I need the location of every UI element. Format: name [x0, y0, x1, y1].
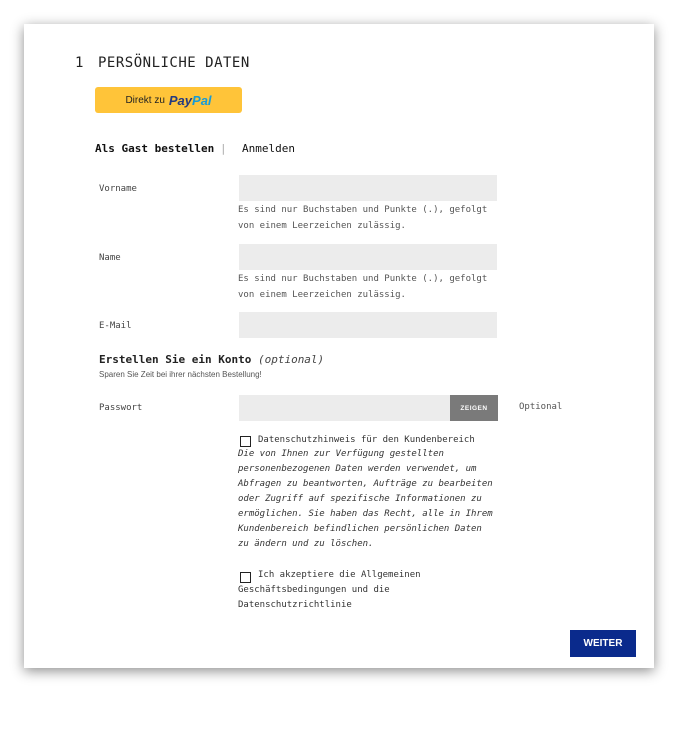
paypal-button[interactable] [95, 87, 242, 113]
lastname-hint: Es sind nur Buchstaben und Punkte (.), gefolgt von einem Leerzeichen zulässig. [238, 274, 488, 300]
terms-label: Ich akzeptiere die Allgemeinen Geschäftsbedingungen und die Datenschutzrichtlinie [238, 570, 421, 610]
password-label: Passwort [99, 403, 143, 413]
privacy-label: Datenschutzhinweis für den Kundenbereich [258, 435, 475, 445]
tab-separator: | [220, 142, 227, 155]
password-optional-note: Optional [519, 402, 563, 412]
paypal-prefix: Direkt zu [125, 94, 165, 106]
lastname-input[interactable] [239, 244, 497, 270]
privacy-text: Die von Ihnen zur Verfügung gestellten personenbezogenen Daten werden verwendet, um Abfragen zu beantworten, Aufträge zu bearbeiten oder Zugriff auf spezifische Informationen zu ermöglichen. Sie haben das Recht, alle in Ihrem Kundenbereich befindlichen persönlichen Daten zu ändern und zu löschen. [238, 449, 493, 549]
password-input[interactable] [239, 395, 450, 421]
paypal-logo-pal: Pal [192, 92, 212, 108]
firstname-label: Vorname [99, 184, 137, 194]
create-account-heading [99, 353, 324, 366]
firstname-input[interactable] [239, 175, 497, 201]
tab-login[interactable]: Anmelden [242, 142, 295, 155]
paypal-logo-pay: Pay [168, 92, 193, 108]
privacy-checkbox[interactable] [240, 436, 251, 447]
firstname-hint: Es sind nur Buchstaben und Punkte (.), gefolgt von einem Leerzeichen zulässig. [238, 205, 488, 231]
email-label: E-Mail [99, 321, 132, 331]
section-title: PERSÖNLICHE DATEN [98, 55, 250, 71]
create-account-title: Erstellen Sie ein Konto [99, 353, 252, 366]
create-account-optional: (optional) [257, 353, 325, 366]
show-password-button[interactable]: ZEIGEN [450, 395, 498, 421]
step-number: 1 [75, 55, 84, 71]
tab-guest-checkout[interactable]: Als Gast bestellen [95, 142, 215, 155]
checkout-card [24, 24, 654, 668]
lastname-label: Name [99, 253, 121, 263]
create-account-subtitle: Sparen Sie Zeit bei ihrer nächsten Bestellung! [99, 370, 262, 379]
paypal-logo [169, 93, 212, 108]
email-input[interactable] [239, 312, 497, 338]
continue-button[interactable]: WEITER [570, 630, 636, 657]
